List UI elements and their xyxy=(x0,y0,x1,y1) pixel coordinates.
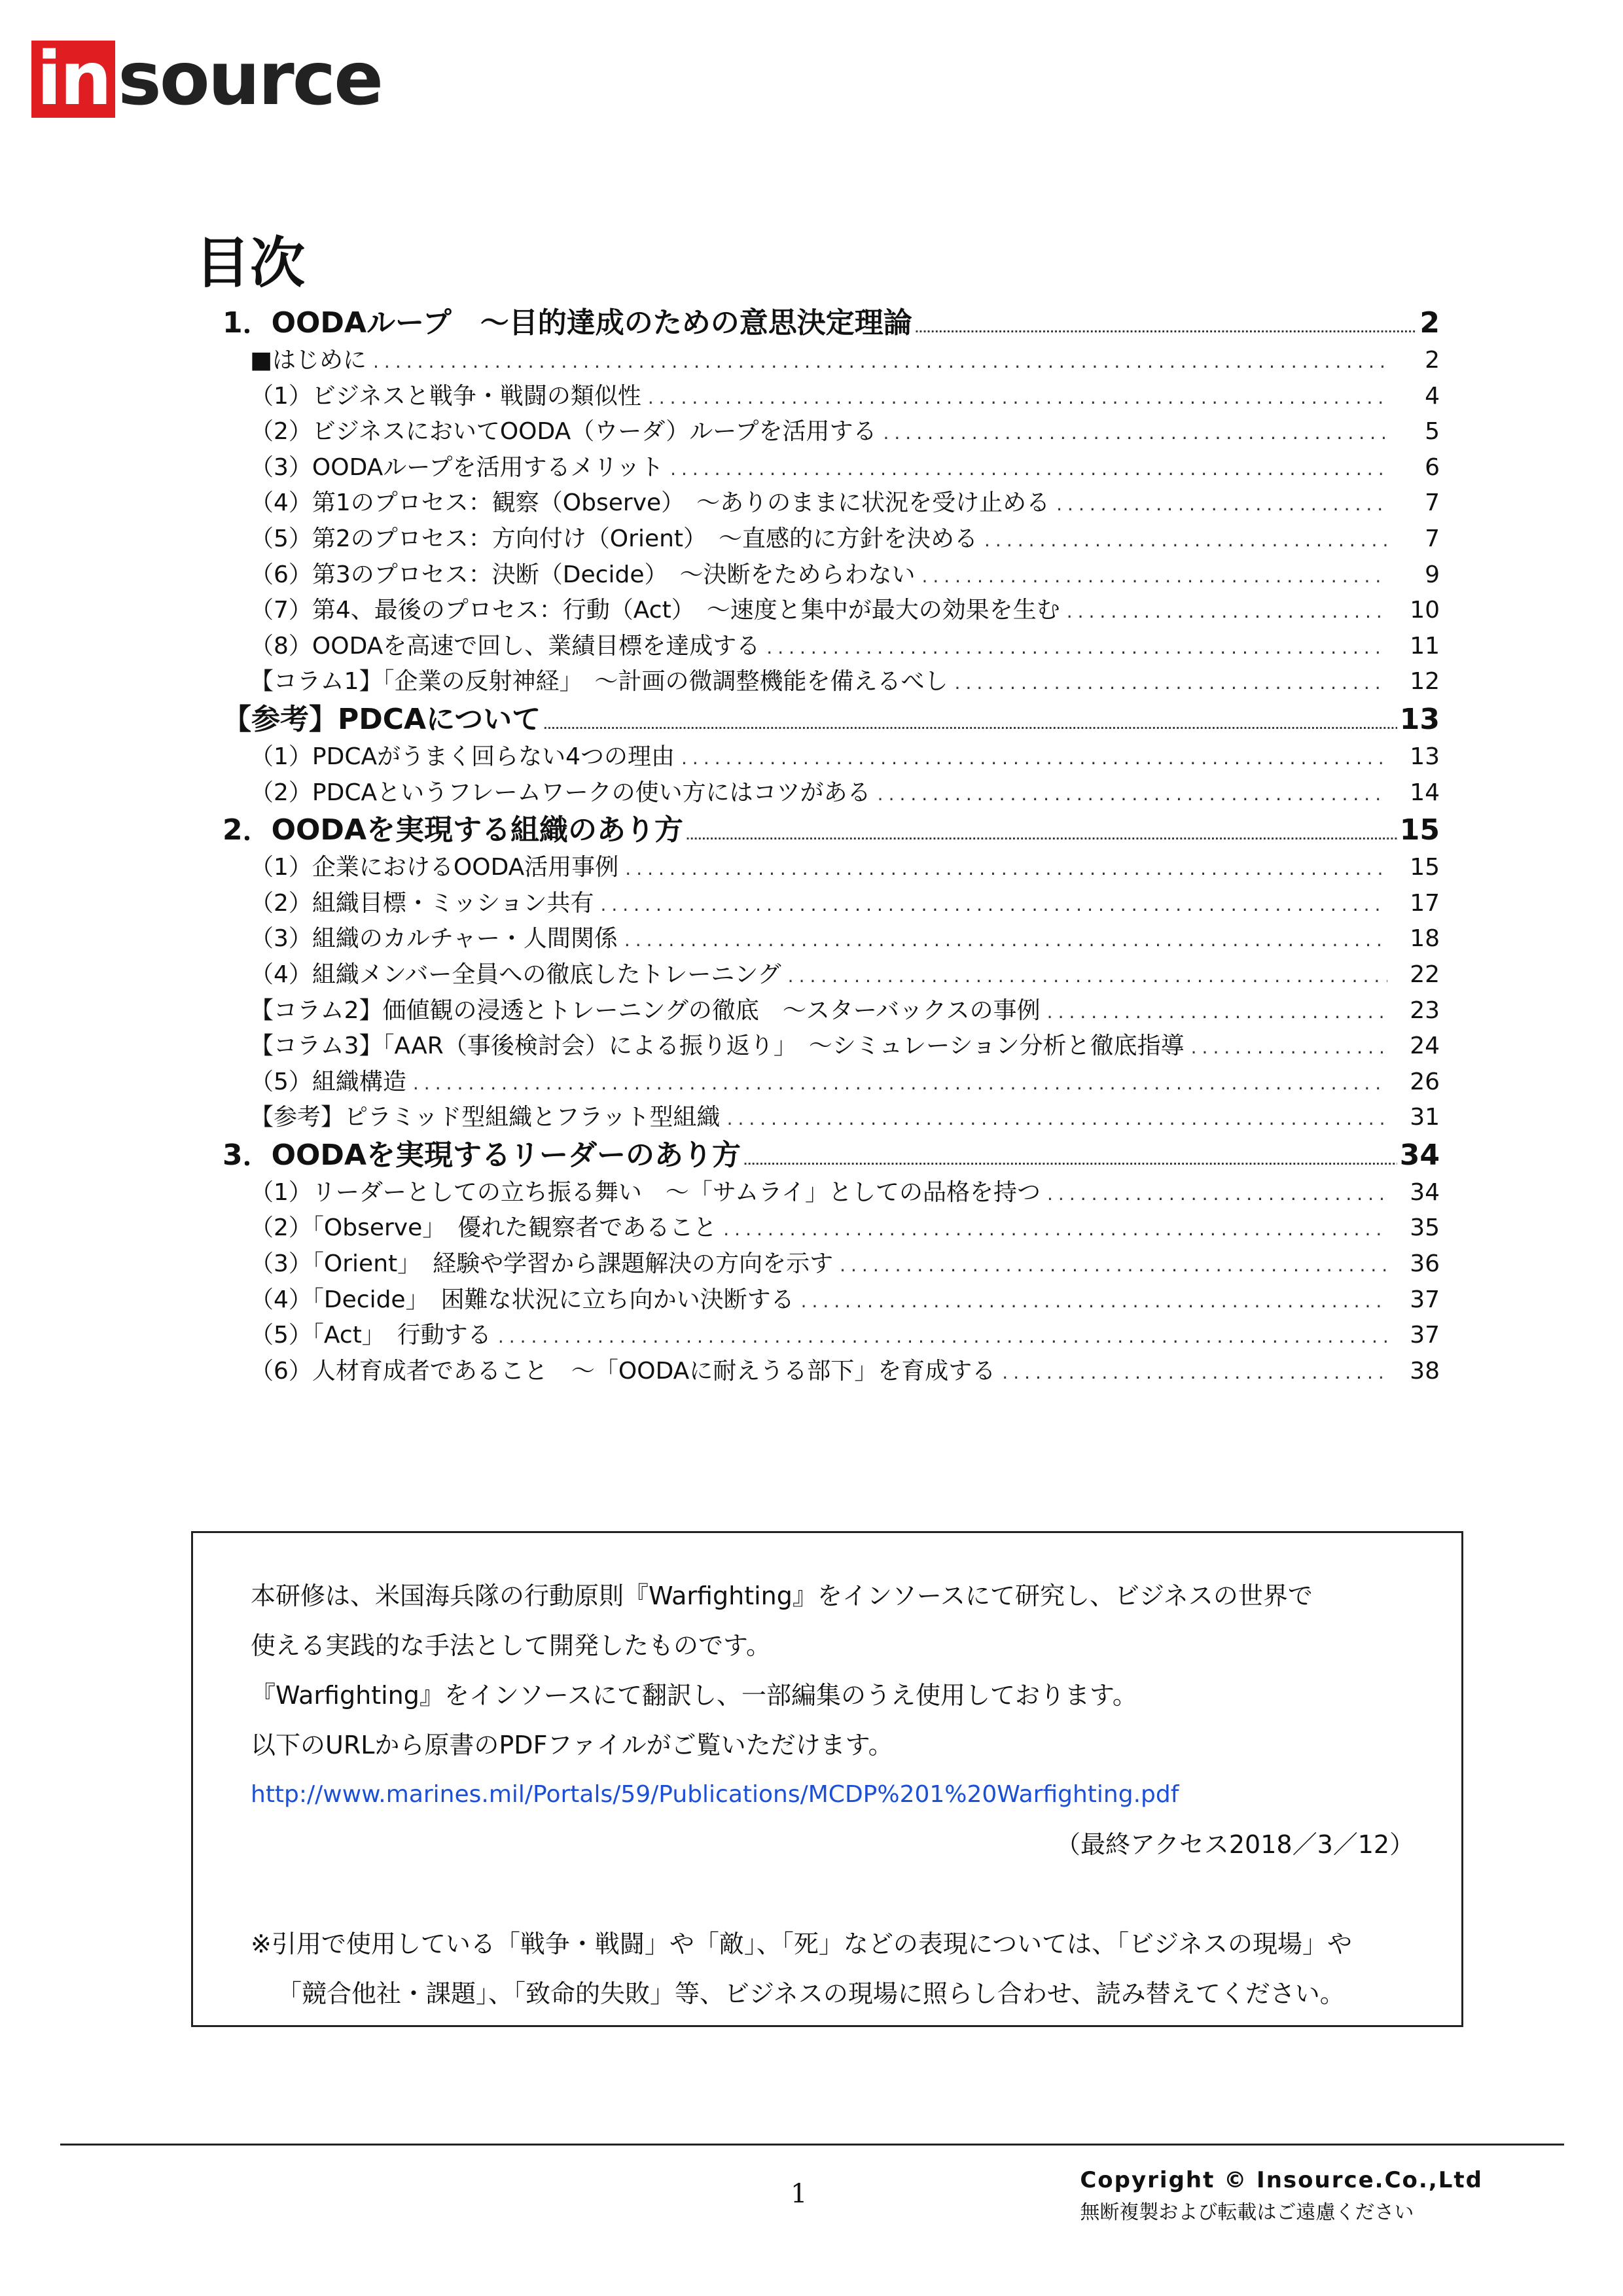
toc-dot-leader xyxy=(1047,1176,1387,1211)
toc-entry-title: （4）第1のプロセス：観察（Observe） ～ありのままに状況を受け止める xyxy=(250,489,1050,517)
logo-red-box: in xyxy=(31,41,115,118)
toc-entry-title: （4）組織メンバー全員への徹底したトレーニング xyxy=(250,961,781,988)
toc-entry-page: 18 xyxy=(1410,925,1440,953)
toc-section-entry[interactable] xyxy=(223,1354,1440,1390)
toc-section-entry[interactable] xyxy=(223,486,1440,521)
toc-section-entry[interactable] xyxy=(223,593,1440,629)
toc-dot-leader xyxy=(766,630,1387,665)
toc-entry-title: ■はじめに xyxy=(250,347,367,374)
toc-entry-title: （6）人材育成者であること ～「OODAに耐えうる部下」を育成する xyxy=(250,1357,996,1385)
toc-entry-page: 14 xyxy=(1410,779,1440,806)
toc-dot-leader xyxy=(1002,1355,1387,1390)
toc-dot-leader xyxy=(413,1066,1387,1101)
notice-line-1: 本研修は、米国海兵隊の行動原則『Warfighting』をインソースにて研究し、ビジネスの世界で xyxy=(251,1581,1313,1610)
toc-dot-leader xyxy=(600,887,1387,922)
toc-dot-leader xyxy=(648,380,1387,415)
notice-box xyxy=(191,1531,1463,2027)
toc-dot-leader xyxy=(1056,487,1387,521)
toc-entry-title: （3）「Orient」 経験や学習から課題解決の方向を示す xyxy=(250,1250,834,1278)
toc-dot-leader xyxy=(670,451,1387,486)
toc-section-entry[interactable] xyxy=(223,886,1440,922)
toc-section-entry[interactable] xyxy=(223,450,1440,486)
toc-entry-title: （4）「Decide」 困難な状況に立ち向かい決断する xyxy=(250,1286,794,1313)
toc-chapter-entry[interactable] xyxy=(223,304,1440,343)
toc-section-entry[interactable] xyxy=(223,1065,1440,1101)
toc-section-entry[interactable] xyxy=(223,739,1440,775)
toc-entry-page: 13 xyxy=(1410,743,1440,770)
toc-entry-title: 3．OODAを実現するリーダーのあり方 xyxy=(223,1138,741,1172)
toc-entry-page: 7 xyxy=(1425,489,1440,517)
toc-section-entry[interactable] xyxy=(223,921,1440,957)
toc-entry-page: 12 xyxy=(1410,668,1440,696)
last-access-date: （最終アクセス2018／3／12） xyxy=(1056,1830,1415,1859)
toc-section-entry[interactable] xyxy=(223,850,1440,886)
toc-entry-title: （6）第3のプロセス：決断（Decide） ～決断をためらわない xyxy=(250,561,916,588)
toc-entry-title: （5）組織構造 xyxy=(250,1068,406,1095)
notice-line-4: 以下のURLから原書のPDFファイルがご覧いただけます。 xyxy=(251,1731,893,1759)
toc-dot-leader xyxy=(801,1284,1387,1318)
toc-entry-page: 26 xyxy=(1410,1068,1440,1095)
toc-dot-leader xyxy=(955,665,1387,700)
caution-line-1: ※引用で使用している「戦争・戦闘」や「敵」、「死」などの表現については、「ビジネスの現場」や xyxy=(251,1930,1352,1958)
toc-entry-title: （3）OODAループを活用するメリット xyxy=(250,453,664,481)
toc-entry-title: （8）OODAを高速で回し、業績目標を達成する xyxy=(250,632,760,660)
toc-entry-title: （5）「Act」 行動する xyxy=(250,1322,491,1349)
toc-entry-title: 【参考】PDCAについて xyxy=(223,702,541,736)
toc-entry-title: （1）企業におけるOODA活用事例 xyxy=(250,854,619,881)
caution-line-2: 「競合他社・課題」、「致命的失敗」等、ビジネスの現場に照らし合わせ、読み替えてください。 xyxy=(277,1979,1345,2008)
toc-section-entry[interactable] xyxy=(223,993,1440,1029)
toc-section-entry[interactable] xyxy=(223,1100,1440,1136)
toc-dot-leader xyxy=(1067,594,1387,629)
toc-dot-leader xyxy=(1191,1030,1387,1065)
toc-entry-page: 2 xyxy=(1419,306,1440,340)
toc-section-entry[interactable] xyxy=(223,1029,1440,1065)
toc-entry-title: （2）PDCAというフレームワークの使い方にはコツがある xyxy=(250,779,871,806)
toc-dot-leader xyxy=(681,741,1387,775)
toc-dot-leader xyxy=(878,777,1387,811)
toc-section-entry[interactable] xyxy=(223,664,1440,700)
toc-section-entry[interactable] xyxy=(223,1210,1440,1246)
toc-entry-page: 31 xyxy=(1410,1104,1440,1131)
toc-dot-leader xyxy=(883,415,1388,450)
copyright-text: Copyright © Insource.Co.,Ltd xyxy=(1080,2167,1483,2193)
toc-dot-leader xyxy=(686,817,1397,850)
toc-entry-page: 22 xyxy=(1410,961,1440,988)
notice-line-3: 『Warfighting』をインソースにて翻訳し、一部編集のうえ使用しております。 xyxy=(251,1681,1137,1710)
toc-dot-leader xyxy=(984,523,1387,557)
notice-spacer xyxy=(251,1869,1461,1919)
reproduction-notice: 無断複製および転載はご遠慮ください xyxy=(1080,2201,1414,2224)
toc-section-entry[interactable] xyxy=(223,1246,1440,1282)
toc-entry-page: 6 xyxy=(1425,453,1440,481)
toc-entry-title: （2）「Observe」 優れた観察者であること xyxy=(250,1214,717,1242)
insource-logo xyxy=(31,37,382,122)
toc-dot-leader xyxy=(915,309,1418,343)
toc-entry-title: （1）リーダーとしての立ち振る舞い ～「サムライ」としての品格を持つ xyxy=(250,1178,1041,1206)
toc-entry-page: 13 xyxy=(1399,702,1440,736)
toc-entry-title: 【コラム2】価値観の浸透とトレーニングの徹底 ～スターバックスの事例 xyxy=(250,997,1041,1024)
toc-entry-page: 15 xyxy=(1399,813,1440,847)
toc-dot-leader xyxy=(1047,995,1387,1029)
toc-section-entry[interactable] xyxy=(223,1318,1440,1354)
toc-section-entry[interactable] xyxy=(223,414,1440,450)
toc-dot-leader xyxy=(624,923,1387,957)
toc-entry-page: 4 xyxy=(1425,382,1440,410)
toc-entry-page: 17 xyxy=(1410,889,1440,917)
toc-section-entry[interactable] xyxy=(223,343,1440,379)
toc-entry-page: 38 xyxy=(1410,1357,1440,1385)
footer-divider xyxy=(60,2144,1564,2146)
toc-entry-page: 35 xyxy=(1410,1214,1440,1242)
toc-chapter-entry[interactable] xyxy=(223,811,1440,850)
page-number: 1 xyxy=(791,2179,808,2209)
source-url-link[interactable]: http://www.marines.mil/Portals/59/Publications/MCDP%201%20Warfighting.pdf xyxy=(251,1781,1179,1808)
toc-chapter-entry[interactable] xyxy=(223,700,1440,739)
toc-entry-page: 2 xyxy=(1425,347,1440,374)
toc-entry-page: 23 xyxy=(1410,997,1440,1024)
toc-entry-page: 10 xyxy=(1410,597,1440,624)
toc-entry-title: （2）組織目標・ミッション共有 xyxy=(250,889,594,917)
table-of-contents xyxy=(223,304,1440,1389)
toc-entry-page: 37 xyxy=(1410,1286,1440,1313)
toc-entry-page: 5 xyxy=(1425,418,1440,446)
toc-entry-page: 34 xyxy=(1410,1178,1440,1206)
toc-entry-title: （7）第4、最後のプロセス：行動（Act） ～速度と集中が最大の効果を生む xyxy=(250,597,1060,624)
page-title: 目次 xyxy=(195,231,306,295)
toc-entry-page: 24 xyxy=(1410,1033,1440,1060)
toc-entry-title: 【コラム1】「企業の反射神経」 ～計画の微調整機能を備えるべし xyxy=(250,668,948,696)
toc-entry-title: 【参考】ピラミッド型組織とフラット型組織 xyxy=(250,1104,721,1131)
toc-entry-title: （1）PDCAがうまく回らない4つの理由 xyxy=(250,743,675,770)
toc-entry-page: 34 xyxy=(1399,1138,1440,1172)
toc-section-entry[interactable] xyxy=(223,629,1440,665)
toc-dot-leader xyxy=(921,559,1387,593)
toc-entry-title: （1）ビジネスと戦争・戦闘の類似性 xyxy=(250,382,641,410)
toc-section-entry[interactable] xyxy=(223,775,1440,811)
toc-entry-page: 36 xyxy=(1410,1250,1440,1278)
toc-section-entry[interactable] xyxy=(223,379,1440,415)
toc-dot-leader xyxy=(723,1212,1387,1246)
toc-entry-title: （2）ビジネスにおいてOODA（ウーダ）ループを活用する xyxy=(250,418,877,446)
toc-entry-title: 1．OODAループ ～目的達成のための意思決定理論 xyxy=(223,306,912,340)
toc-entry-title: 【コラム3】「AAR（事後検討会）による振り返り」 ～シミュレーション分析と徹底指導 xyxy=(250,1033,1185,1060)
copyright-block xyxy=(1080,2167,1483,2225)
toc-section-entry[interactable] xyxy=(223,1175,1440,1211)
toc-chapter-entry[interactable] xyxy=(223,1136,1440,1175)
toc-entry-page: 7 xyxy=(1425,525,1440,552)
toc-entry-title: （5）第2のプロセス：方向付け（Orient） ～直感的に方針を決める xyxy=(250,525,978,552)
logo-wordmark: source xyxy=(118,37,382,122)
toc-dot-leader xyxy=(727,1101,1387,1136)
toc-entry-page: 37 xyxy=(1410,1322,1440,1349)
toc-dot-leader xyxy=(840,1248,1387,1282)
toc-section-entry[interactable] xyxy=(223,521,1440,557)
toc-dot-leader xyxy=(373,344,1387,379)
toc-dot-leader xyxy=(788,959,1387,993)
toc-entry-page: 15 xyxy=(1410,854,1440,881)
notice-line-2: 使える実践的な手法として開発したものです。 xyxy=(251,1631,771,1660)
toc-dot-leader xyxy=(625,851,1387,886)
toc-dot-leader xyxy=(498,1319,1387,1354)
toc-entry-title: 2．OODAを実現する組織のあり方 xyxy=(223,813,683,847)
toc-dot-leader xyxy=(543,706,1397,739)
toc-section-entry[interactable] xyxy=(223,1282,1440,1318)
toc-dot-leader xyxy=(743,1142,1397,1175)
toc-entry-page: 9 xyxy=(1425,561,1440,588)
toc-section-entry[interactable] xyxy=(223,957,1440,993)
toc-section-entry[interactable] xyxy=(223,557,1440,593)
toc-entry-page: 11 xyxy=(1410,632,1440,660)
toc-entry-title: （3）組織のカルチャー・人間関係 xyxy=(250,925,618,953)
